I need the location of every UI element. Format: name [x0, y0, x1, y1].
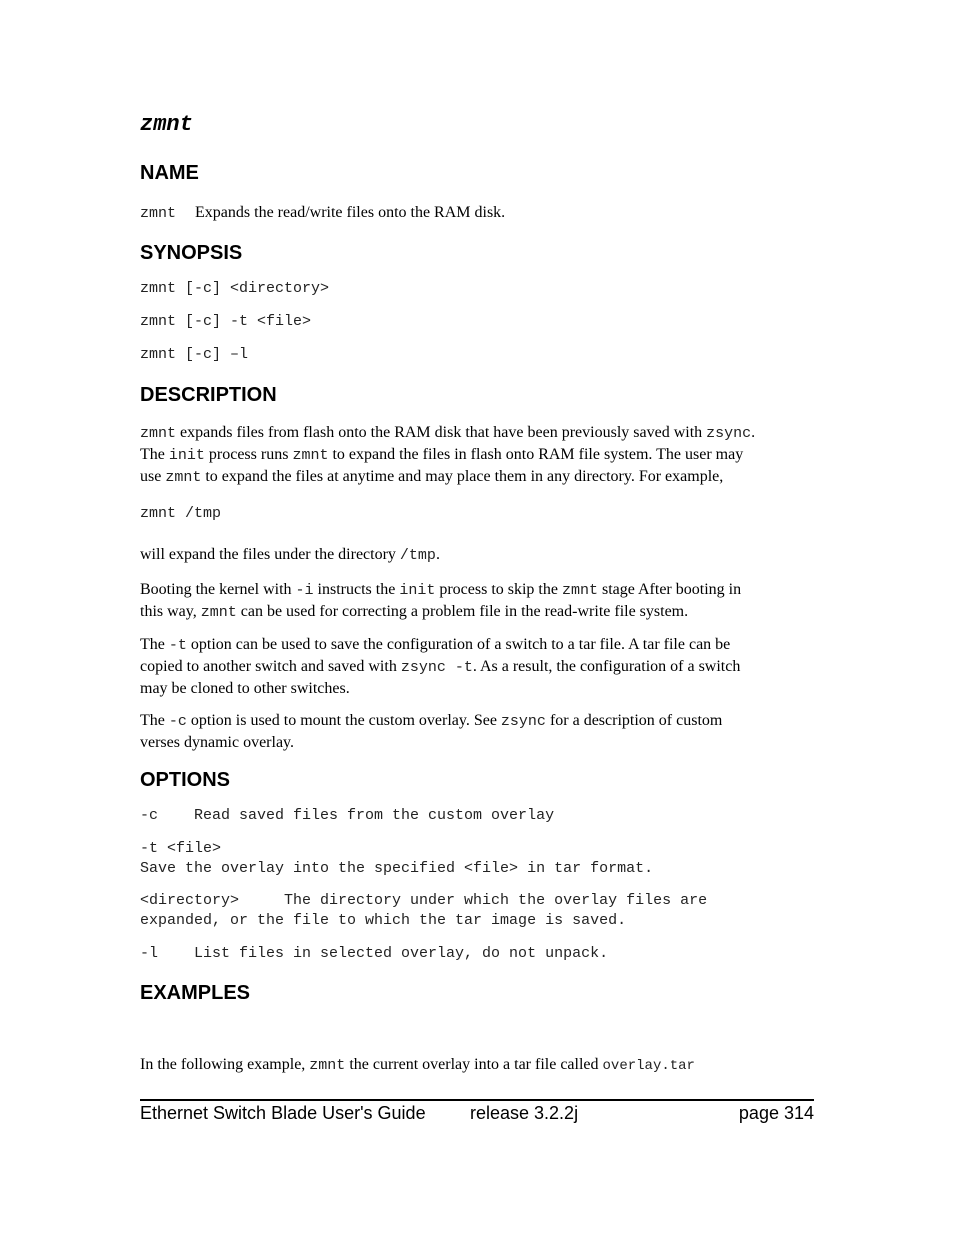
page-footer	[140, 1099, 814, 1123]
text: The	[140, 636, 169, 653]
section-heading-synopsis: SYNOPSIS	[140, 242, 243, 264]
code-init: init	[399, 582, 436, 599]
text: The	[140, 712, 169, 729]
code-tmp: /tmp	[399, 547, 436, 564]
code-zsync: zsync	[706, 425, 752, 442]
text: expands files from flash onto the RAM disk that have been previously saved with	[176, 424, 707, 441]
option-directory-line-2: expanded, or the file to which the tar image is saved.	[140, 912, 627, 929]
text: will expand the files under the directory	[140, 546, 400, 563]
text: to expand the files at anytime and may place them in any directory. For example,	[201, 468, 724, 485]
synopsis-line-3: zmnt [-c] –l	[140, 346, 249, 363]
code-t-flag: -t	[168, 637, 187, 654]
section-heading-description: DESCRIPTION	[140, 384, 277, 406]
section-heading-name: NAME	[140, 162, 199, 184]
text: for a description of custom	[545, 712, 723, 729]
text: to expand the files in flash onto RAM file system. The user may	[328, 446, 744, 463]
option-t-line-2: Save the overlay into the specified <file> in tar format.	[140, 860, 654, 877]
text: process runs	[204, 446, 293, 463]
footer-release: release 3.2.2j	[470, 1103, 579, 1123]
text: .	[435, 546, 440, 563]
description-paragraph-5	[140, 710, 814, 753]
text: . As a result, the configuration of a switch	[472, 658, 741, 675]
text: The	[140, 446, 169, 463]
description-paragraph-2	[140, 544, 814, 566]
option-t-line-1: -t <file>	[140, 840, 222, 857]
option-directory-line-1: <directory> The directory under which the overlay files are	[140, 892, 708, 909]
text: can be used for correcting a problem file in the read-write file system.	[236, 603, 689, 620]
example-command: zmnt /tmp	[140, 505, 222, 522]
text: In the following example,	[140, 1056, 310, 1073]
text: Booting the kernel with	[140, 581, 296, 598]
name-description: Expands the read/write files onto the RAM disk.	[195, 204, 506, 221]
text: this way,	[140, 603, 201, 620]
text: verses dynamic overlay.	[140, 734, 295, 751]
text: process to skip the	[435, 581, 562, 598]
option-c: -c Read saved files from the custom overlay	[140, 807, 555, 824]
examples-paragraph	[140, 1054, 814, 1077]
code-zsync: zsync	[500, 713, 546, 730]
text: use	[140, 468, 166, 485]
text: copied to another switch and saved with	[140, 658, 401, 675]
text: the current overlay into a tar file called	[345, 1056, 603, 1073]
text: option can be used to save the configuration of a switch to a tar file. A tar file can be	[186, 636, 731, 653]
text: option is used to mount the custom overlay. See	[186, 712, 501, 729]
description-paragraph-4	[140, 634, 814, 699]
option-l: -l List files in selected overlay, do not unpack.	[140, 945, 609, 962]
section-heading-examples: EXAMPLES	[140, 982, 251, 1004]
code-c-flag: -c	[168, 713, 187, 730]
code-zmnt: zmnt	[200, 604, 237, 621]
command-title: zmnt	[140, 112, 193, 137]
code-zmnt: zmnt	[292, 447, 329, 464]
code-i-flag: -i	[295, 582, 314, 599]
code-zmnt: zmnt	[309, 1057, 346, 1074]
footer-guide-title: Ethernet Switch Blade User's Guide	[140, 1103, 426, 1123]
section-heading-options: OPTIONS	[140, 769, 231, 791]
code-zmnt: zmnt	[165, 469, 202, 486]
text: instructs the	[313, 581, 400, 598]
description-paragraph-3	[140, 579, 814, 623]
description-paragraph-1	[140, 422, 814, 488]
code-init: init	[168, 447, 205, 464]
synopsis-line-1: zmnt [-c] <directory>	[140, 280, 330, 297]
code-zmnt: zmnt	[140, 425, 177, 442]
text: .	[751, 424, 756, 441]
name-line	[140, 202, 814, 224]
code-overlay-tar: overlay.tar	[602, 1058, 695, 1074]
synopsis-line-2: zmnt [-c] -t <file>	[140, 313, 312, 330]
text: stage After booting in	[598, 581, 742, 598]
text: may be cloned to other switches.	[140, 680, 350, 697]
name-command: zmnt	[140, 205, 177, 222]
code-zmnt: zmnt	[561, 582, 598, 599]
footer-page-number: page 314	[738, 1103, 814, 1123]
code-zsync-t: zsync -t	[400, 659, 473, 676]
